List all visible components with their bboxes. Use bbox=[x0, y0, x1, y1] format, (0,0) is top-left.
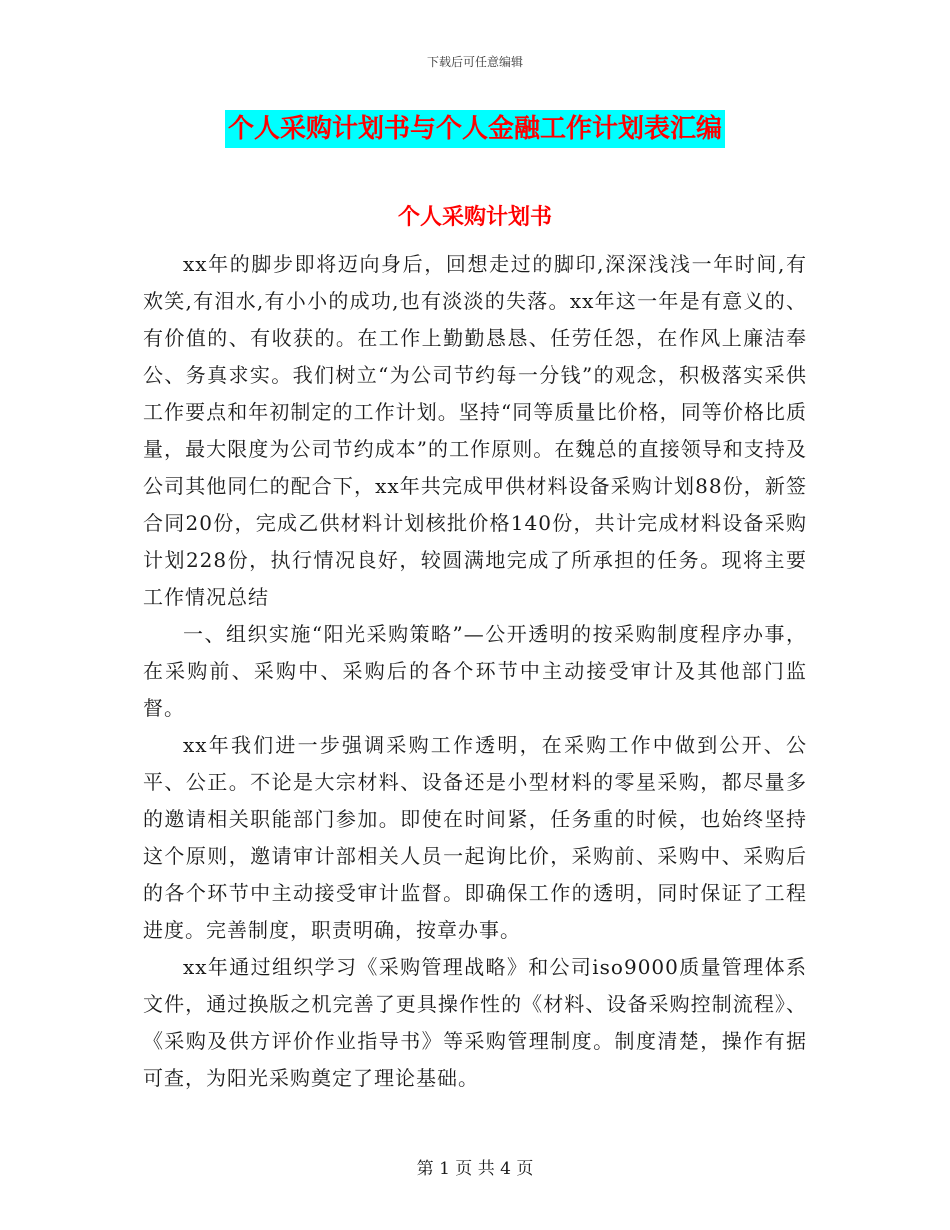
header-note: 下载后可任意编辑 bbox=[426, 55, 523, 69]
document-title-text: 个人采购计划书与个人金融工作计划表汇编 bbox=[225, 110, 725, 148]
paragraph: xx年的脚步即将迈向身后，回想走过的脚印,深深浅浅一年时间,有欢笑,有泪水,有小小的成功,也有淡淡的失落。xx年这一年是有意义的、有价值的、有收获的。在工作上勤勤恳恳、任劳任怨，在作风上廉洁奉公、务真求实。我们树立“为公司节约每一分钱”的观念，积极落实采供工作要点和年初制定的工作计划。坚持“同等质量比价格，同等价格比质量，最大限度为公司节约成本”的工作原则。在魏总的直接领导和支持及公司其他同仁的配合下，xx年共完成甲供材料设备采购计划88份，新签合同20份，完成乙供材料计划核批价格140份，共计完成材料设备采购计划228份，执行情况良好，较圆满地完成了所承担的任务。现将主要工作情况总结 bbox=[143, 252, 807, 609]
document-body bbox=[143, 246, 807, 1097]
section-title: 个人采购计划书 bbox=[397, 205, 552, 230]
page-footer: 第 1 页 共 4 页 bbox=[416, 1159, 534, 1179]
paragraph: xx年我们进一步强调采购工作透明，在采购工作中做到公开、公平、公正。不论是大宗材料、设备还是小型材料的零星采购，都尽量多的邀请相关职能部门参加。即使在时间紧，任务重的时候，也始终坚持这个原则，邀请审计部相关人员一起询比价，采购前、采购中、采购后的各个环节中主动接受审计监督。即确保工作的透明，同时保证了工程进度。完善制度，职责明确，按章办事。 bbox=[143, 733, 807, 942]
document-title bbox=[0, 110, 950, 148]
paragraph: 一、组织实施“阳光采购策略”—公开透明的按采购制度程序办事，在采购前、采购中、采购后的各个环节中主动接受审计及其他部门监督。 bbox=[143, 622, 807, 720]
paragraph: xx年通过组织学习《采购管理战略》和公司iso9000质量管理体系文件，通过换版之机完善了更具操作性的《材料、设备采购控制流程》、《采购及供方评价作业指导书》等采购管理制度。制度清楚，操作有据可查，为阳光采购奠定了理论基础。 bbox=[143, 955, 807, 1090]
